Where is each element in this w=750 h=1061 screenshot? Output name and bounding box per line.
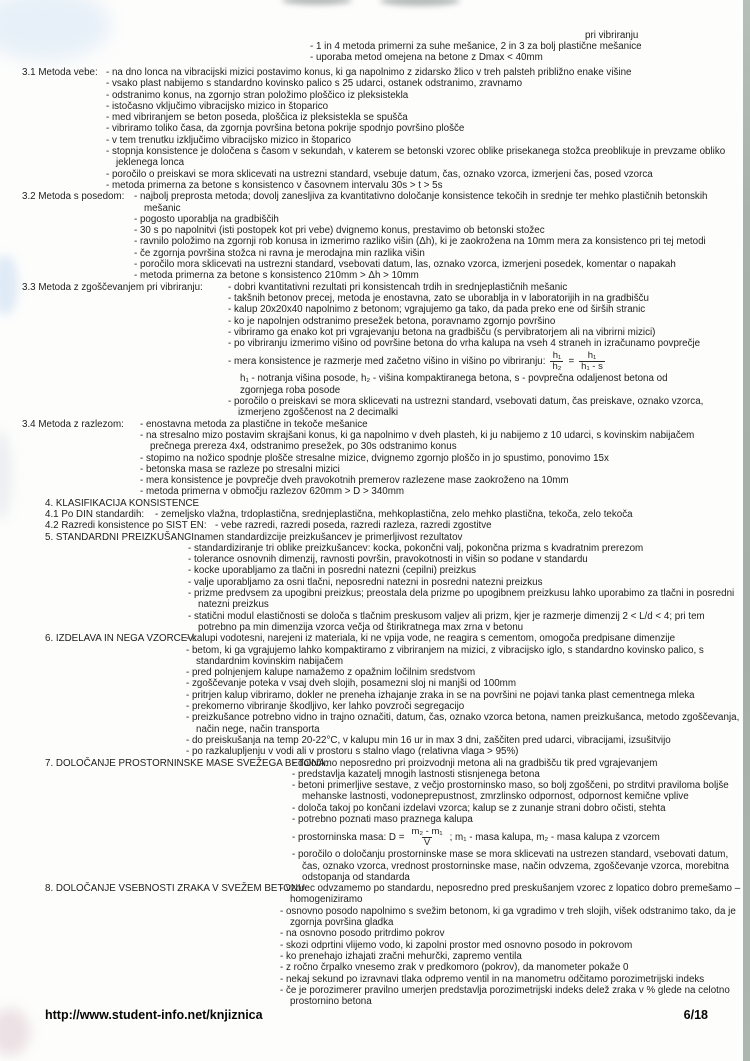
section-label: 3.4 Metoda z razlezom:	[22, 418, 124, 430]
list-item: - prekomerno vibriranje škodljivo, ker lahko povzroči segregacijo	[186, 701, 465, 713]
header-note: pri vibriranju	[585, 30, 639, 41]
formula-pre: - mera konsistence je razmerje med začetno višino in višino po vibriranju:	[228, 356, 546, 368]
list-item: - v tem trenutku izključimo vibracijsko mizico in štoparico	[106, 134, 351, 146]
list-item: - stopnja konsistence je določena s časom v sekundah, v katerem se betonski vzorec oblike prisekanega stožca preoblikuje in prevzame obliko jeklenega lonca	[106, 146, 726, 169]
list-item: - z ročno črpalko vnesemo zrak v predkomoro (pokrov), da manometer pokaže 0	[280, 962, 629, 974]
section-4-2	[45, 520, 745, 531]
list-item: - metoda primerna za betone s konsistenco v časovnem intervalu 30s > t > 5s	[106, 179, 443, 191]
section-items-a	[292, 758, 745, 826]
section-4-1	[45, 509, 745, 520]
scan-smudge	[282, 0, 352, 5]
list-item: - statični modul elastičnosti se določa s tlačnim preskusom valjev ali prizm, kjer je razmerje dimenzij 2 < L/d < 4; pri tem potrebno pa min dimenzija vzorca večja od štirikratnega max zrna v betonu	[188, 610, 705, 633]
section-8	[45, 883, 745, 1007]
list-item: - predstavlja kazatelj mnogih lastnosti stisnjenega betona	[292, 768, 540, 780]
section-items	[292, 758, 745, 884]
fraction-denominator: h₁ - s	[581, 361, 603, 373]
section-label: 3.2 Metoda s posedom:	[22, 191, 125, 203]
scan-smudge	[0, 0, 110, 60]
list-item: - nekaj sekund po izravnavi tlaka odpremo ventil in na manometru odčitamo porozimetrijski indeks	[280, 973, 705, 985]
list-item: - skozi odprtini vlijemo vodo, ki zapolni prostor med osnovno posodo in pokrovom	[280, 939, 633, 951]
header-item: - 1 in 4 metoda primerni za suhe mešanice, 2 in 3 za bolj plastične mešanice	[310, 41, 642, 52]
list-item: - enostavna metoda za plastične in tekoče mešanice	[140, 418, 368, 430]
section-items-b	[292, 849, 745, 883]
section-items	[280, 883, 745, 1007]
list-item: - 30 s po napolnitvi (isti postopek kot pri vebe) dvignemo konus, prestavimo ob betonski stožec	[134, 225, 545, 237]
section-items	[106, 67, 735, 191]
list-item: - osnovno posodo napolnimo s svežim betonom, ki ga vgradimo v treh slojih, višek odstranimo tako, da je zgornja površina gladka	[280, 905, 736, 929]
section-3-3	[22, 282, 735, 419]
section-3-2	[22, 191, 735, 281]
document-body	[22, 67, 741, 1008]
list-item: - med vibriranjem se beton poseda, ploščica iz pleksistekla se spušča	[106, 112, 408, 124]
section-label: 4.2 Razredi konsistence po SIST EN:	[45, 520, 207, 532]
list-item: - ko je napolnjen odstranimo presežek betona, poravnamo zgornjo površino	[228, 315, 556, 327]
fraction-denominator: V	[423, 837, 431, 849]
list-item: - na stresalno mizo postavim skrajšani konus, ki ga napolnimo v dveh plasteh, ki ju nabijemo z 10 udarci, s kovinskim nabijačem prečnega prereza 4x4, odstranimo presežek, po 30s odstranimo konus	[140, 429, 695, 453]
section-label: 7. DOLOČANJE PROSTORNINSKE MASE SVEŽEGA BETONA:	[45, 757, 328, 769]
list-item: - preizkušance potrebno vidno in trajno označiti, datum, čas, oznako vzorca betona, namen preizkušanca, metodo zgoščevanja, način nege, način transporta	[186, 712, 740, 735]
lower-block	[45, 498, 745, 1008]
list-item: - ko prenehajo izhajati zračni mehurčki, zapremo ventila	[280, 950, 522, 962]
list-item: - vibriramo ga enako kot pri vgrajevanju betona na gradbišču (s pervibratorjem ali na vibrirni mizici)	[228, 326, 656, 338]
list-item: - prizme predvsem za upogibni preizkus; preostala dela prizme po upogibnem preizkusu lahko uporabimo za tlačni in posredni natezni preizkus	[188, 588, 735, 611]
list-item: - ravnilo položimo na zgornji rob konusa in izmerimo razliko višin (Δh), ki je zaokrožena na 10mm mera za konsistenco pri tej metodi	[134, 236, 706, 248]
section-items-a	[228, 282, 735, 350]
header-item: - uporaba metod omejena na betone z Dmax < 40mm	[310, 52, 543, 63]
list-item: - namen standardizcije preizkušancev je primerljivost rezultatov	[188, 531, 463, 543]
section-items-b	[228, 396, 735, 419]
list-item: - poročilo o določanju prostorninske mase se mora sklicevati na ustrezen standard, vsebovati datum, čas, oznako vzorca, vrednost prostorninske mase, način odvzema, zgoščevanje vzorca, morebitna odstopanja od standarda	[292, 849, 729, 883]
consistency-formula	[228, 351, 735, 372]
list-item: - poročilo o preiskavi se mora sklicevati na ustrezni standard, vsebovati datum, čas preiskave, oznako vzorca, izmerjeno zgoščenost na 2 decimalki	[228, 396, 704, 419]
list-item: - določa takoj po končani izdelavi vzorca; kalup se z zunanje strani dobro očisti, stehta	[292, 802, 666, 814]
list-item: - pogosto uporablja na gradbiščih	[134, 213, 279, 225]
section-3-4	[22, 419, 735, 498]
footer-url: http://www.student-info.net/knjiznica	[45, 1008, 263, 1022]
fraction	[579, 351, 605, 372]
scan-smudge	[380, 0, 460, 6]
formula-post: ; m₁ - masa kalupa, m₂ - masa kalupa z vzorcem	[449, 832, 660, 844]
section-6	[45, 633, 745, 757]
list-item: - če je porozimerer pravilno umerjen predstavlja porozimetrijski indeks delež zraka v % glede na celotno prostornino betona	[280, 984, 730, 1008]
section-5	[45, 532, 745, 634]
list-item: - kalupi vodotesni, narejeni iz materiala, ki ne vpija vode, ne reagira s cementom, omogoča predpisane dimenzije	[186, 633, 676, 645]
list-item: - betoni primerljive sestave, z večjo prostorninsko maso, so bolj zgoščeni, po strditvi praviloma boljše mehanske lastnosti, vodoneprepustnost, zmrzlinsko odpornost, odpornost kemične vplive	[292, 780, 729, 803]
equals-sign: =	[568, 356, 575, 368]
scan-smudge	[0, 255, 18, 315]
list-item: - dobri kvantitativni rezultati pri konsistencah trdih in srednjeplastičnih mešanic	[228, 281, 568, 293]
list-item: - betom, ki ga vgrajujemo lahko kompaktiramo z vibriranjem na mizici, z vibracijsko iglo, s standardno kovinsko palico, s standardnim kovinskim nabijačem	[186, 644, 704, 667]
list-item: - vebe razredi, razredi poseda, razredi razleza, razredi zgostitve	[215, 520, 492, 532]
list-item: - vsako plast nabijemo s standardno kovinsko palico s 25 udarci, ostanek odstranimo, zravnamo	[106, 78, 523, 90]
list-item: - če zgornja površina stožca ni ravna je merodajna min razlika višin	[134, 247, 425, 259]
scan-smudge	[0, 1008, 30, 1056]
scan-smudge	[0, 430, 12, 520]
fraction-denominator: h₂	[552, 361, 562, 373]
page-number: 6/18	[683, 1008, 708, 1022]
list-item: - vzorec odvzamemo po standardu, neposredno pred preskušanjem vzorec z lopatico dobro premešamo – homogeniziramo	[280, 883, 741, 906]
list-item: - metoda primerna za betone s konsistenco 210mm > Δh > 10mm	[134, 270, 419, 282]
fraction-numerator: h₁	[552, 350, 562, 362]
list-item: - odstranimo konus, na zgornjo stran položimo ploščico iz pleksistekla	[106, 89, 409, 101]
section-items	[228, 282, 735, 419]
density-formula	[292, 827, 745, 848]
list-item: - zemeljsko vlažna, trdoplastična, srednjeplastična, mehkoplastična, zelo mehko plastična, tekoča, zelo tekoča	[155, 508, 633, 520]
list-item: - poročilo o preiskavi se mora sklicevati na ustrezni standard, vsebuje datum, čas, oznako vzorca, izmerjeni čas, posed vzorca	[106, 168, 653, 180]
list-item: - po razkalupljenju v vodi ali v prostoru s stalno vlago (relativna vlaga > 95%)	[186, 746, 519, 758]
list-item: - pred polnjenjem kalupe namažemo z opažnim ločilnim sredstvom	[186, 667, 476, 679]
list-item: - kocke uporabljamo za tlačni in posredni natezni (cepilni) preizkus	[188, 565, 477, 577]
list-item: - mera konsistence je povprečje dveh pravokotnih premerov razlezene mase zaokroženo na 10mm	[140, 475, 569, 487]
list-item: - na osnovno posodo pritrdimo pokrov	[280, 928, 445, 940]
section-items	[134, 191, 735, 281]
list-item: - valje uporabljamo za osni tlačni, neposredni natezni in posredni natezni preizkus	[188, 576, 543, 588]
fraction	[409, 827, 444, 848]
page-footer	[45, 1010, 708, 1021]
section-7	[45, 758, 745, 884]
fraction-numerator: h₁	[587, 350, 597, 362]
section-items	[140, 419, 735, 498]
list-item: - določimo neposredno pri proizvodnji metona ali na gradbišču tik pred vgrajevanjem	[292, 757, 658, 769]
list-item: - pritrjen kalup vibriramo, dokler ne preneha izhajanje zraka in se na površini ne pojavi tanka plast cementnega mleka	[186, 689, 695, 701]
list-item: - kalup 20x20x40 napolnimo z betonom; vgrajujemo ga tako, da pada preko ene od širših stranic	[228, 304, 646, 316]
list-item: - istočasno vključimo vibracijsko mizico in štoparico	[106, 100, 329, 112]
section-label: 6. IZDELAVA IN NEGA VZORCEV:	[45, 633, 197, 645]
list-item: - zgoščevanje poteka v vsaj dveh slojih, posamezni sloj ni manjši od 100mm	[186, 678, 516, 690]
list-item: - po vibriranju izmerimo višino od površine betona do vrha kalupa na vseh 4 straneh in izračunamo povprečje	[228, 338, 701, 350]
list-item: - vibriramo toliko časa, da zgornja površina betona pokrije spodnjo površino plošče	[106, 123, 465, 135]
list-item: - takšnih betonov precej, metoda je enostavna, zato se uborablja in v laboratorijih in na gradbišču	[228, 292, 649, 304]
list-item: - betonska masa se razleze po stresalni mizici	[140, 463, 340, 475]
fraction-numerator: m₂ - m₁	[411, 826, 443, 838]
formula-legend: h₁ - notranja višina posode, h₂ - višina kompaktiranega betona, s - povprečna odaljenost betona od zgornjega roba posode	[240, 373, 668, 396]
section-label: 8. DOLOČANJE VSEBNOSTI ZRAKA V SVEŽEM BETONU:	[45, 883, 308, 895]
fraction	[550, 351, 563, 372]
list-item: - poročilo mora sklicevati na ustrezni standard, vsebovati datum, las, oznako vzorca, izmerjeni posedek, komentar o napakah	[134, 259, 676, 271]
section-label: 5. STANDARDNI PREIZKUŠANCI:	[45, 531, 197, 543]
section-label: 3.1 Metoda vebe:	[22, 67, 98, 78]
list-item: - metoda primerna v območju razlezov 620mm > D > 340mm	[140, 486, 405, 498]
section-3-1	[22, 67, 735, 191]
section-items	[188, 532, 745, 634]
list-item: - stopimo na nožico spodnje plošče stresalne mizice, dvignemo zgornjo ploščo in jo spustimo, ponovimo 15x	[140, 452, 609, 464]
list-item: - na dno lonca na vibracijski mizici postavimo konus, ki ga napolnimo z zidarsko žlico v treh palsteh približno enake višine	[106, 67, 632, 78]
list-item: - potrebno poznati maso praznega kalupa	[292, 814, 473, 825]
section-label: 4.1 Po DIN standardih:	[45, 508, 145, 520]
formula-pre: - prostorninska masa: D =	[292, 832, 405, 844]
list-item: - najbolj preprosta metoda; dovolj zanesljiva za kvantitativno določanje konsistence tekočih in srednje ter mehko plastičnih betonskih mešanic	[134, 191, 708, 214]
section-label: 3.3 Metoda z zgoščevanjem pri vibriranju:	[22, 281, 203, 293]
list-item: - standardiziranje tri oblike preizkušancev: kocka, pokončni valj, pokončna prizma s kvadratnim prerezom	[188, 542, 644, 554]
list-item: - do preiskušanja na temp 20-22°C, v kalupu min 16 ur in max 3 dni, zaščiten pred udarci, vibracijami, izsušitvijo	[186, 734, 671, 746]
section-items	[186, 633, 745, 757]
section-4-heading: 4. KLASIFIKACIJA KONSISTENCE	[45, 497, 200, 509]
list-item: - tolerance osnovnih dimenzij, ravnosti površin, pravokotnosti in višin so podane v standardu	[188, 554, 588, 566]
